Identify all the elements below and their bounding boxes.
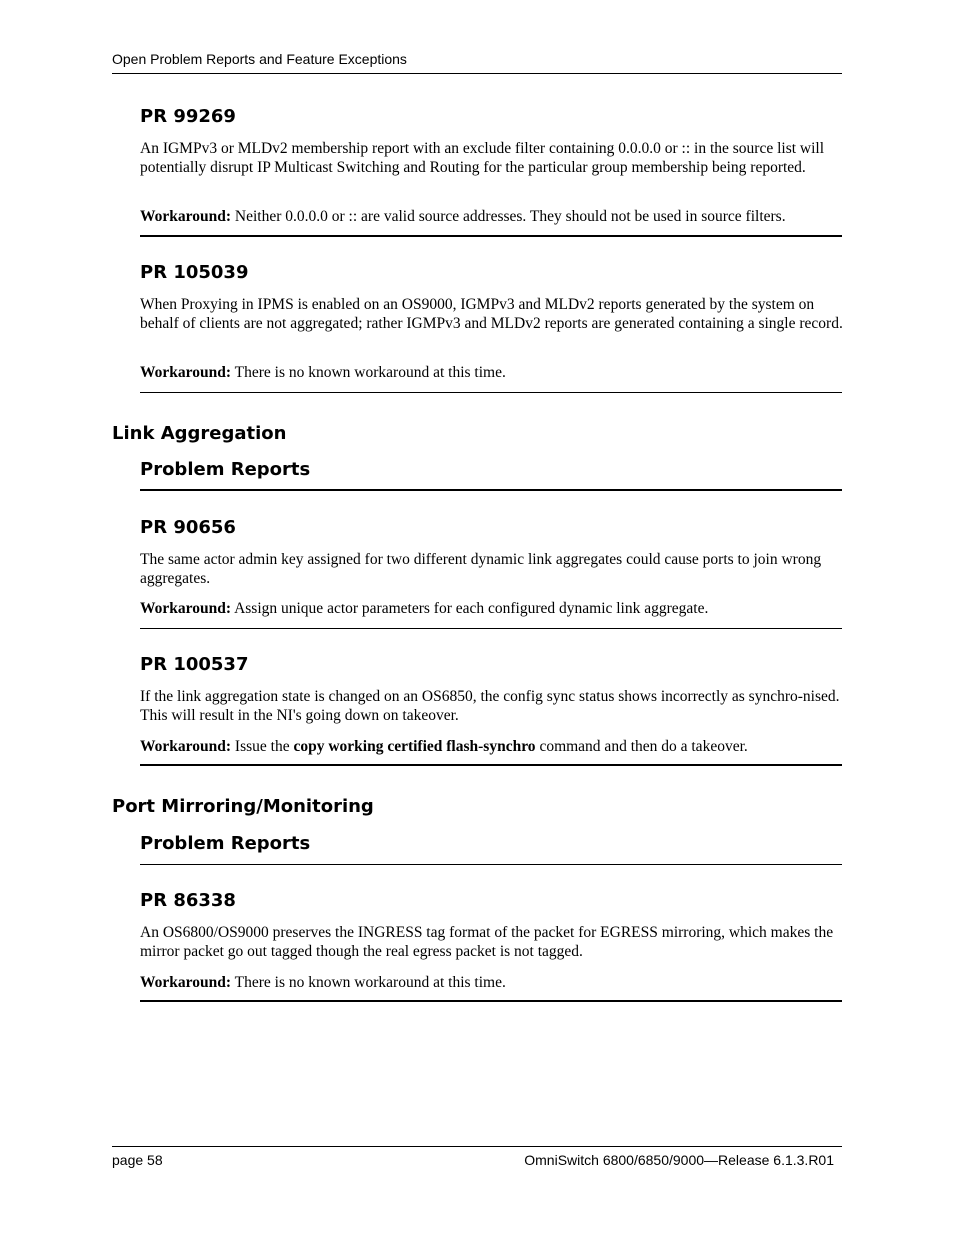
pr-100537-workaround-command: copy working certified flash-synchro: [293, 738, 536, 755]
divider: [140, 628, 842, 629]
divider: [140, 489, 842, 491]
pr-86338-title: PR 86338: [140, 890, 236, 911]
workaround-label: Workaround:: [140, 364, 232, 381]
pr-86338-body: An OS6800/OS9000 preserves the INGRESS tag format of the packet for EGRESS mirroring, which makes the mirror packet go out tagged though the real egress packet is not tagged.: [140, 924, 834, 960]
subsection-title-problem-reports: Problem Reports: [140, 833, 311, 854]
product-release: OmniSwitch 6800/6850/9000—Release 6.1.3.R01: [524, 1152, 834, 1168]
divider: [140, 1000, 842, 1002]
pr-100537-workaround-post: command and then do a takeover.: [539, 738, 748, 755]
pr-86338-workaround: [140, 974, 843, 993]
pr-99269-body: An IGMPv3 or MLDv2 membership report with an exclude filter containing 0.0.0.0 or :: in the source list will potentially disrupt IP Multicast Switching and Routing for the particular group membership being reported.: [140, 140, 825, 176]
section-title-port-mirroring: Port Mirroring/Monitoring: [112, 796, 374, 817]
workaround-label: Workaround:: [140, 600, 232, 617]
pr-99269-workaround: [140, 208, 843, 227]
pr-90656-workaround: [140, 600, 843, 619]
pr-100537-title: PR 100537: [140, 654, 249, 675]
pr-86338-workaround-text: There is no known workaround at this time.: [234, 974, 506, 991]
divider: [140, 764, 842, 766]
pr-100537-body: If the link aggregation state is changed on an OS6850, the config sync status shows incorrectly as synchro-nised. This will result in the NI's going down on takeover.: [140, 688, 840, 724]
header-title: Open Problem Reports and Feature Exceptions: [112, 51, 407, 67]
pr-90656-body: The same actor admin key assigned for two different dynamic link aggregates could cause ports to join wrong aggregates.: [140, 551, 822, 587]
header-rule: [112, 73, 842, 74]
section-title-link-aggregation: Link Aggregation: [112, 423, 287, 444]
workaround-label: Workaround:: [140, 738, 232, 755]
workaround-label: Workaround:: [140, 974, 232, 991]
pr-105039-title: PR 105039: [140, 262, 249, 283]
divider: [140, 235, 842, 237]
divider: [140, 864, 842, 865]
workaround-label: Workaround:: [140, 208, 232, 225]
pr-105039-workaround: [140, 364, 843, 383]
subsection-title-problem-reports: Problem Reports: [140, 459, 311, 480]
pr-99269-title: PR 99269: [140, 106, 236, 127]
divider: [140, 392, 842, 393]
pr-90656-title: PR 90656: [140, 517, 236, 538]
pr-105039-workaround-text: There is no known workaround at this time.: [234, 364, 506, 381]
pr-90656-workaround-text: Assign unique actor parameters for each configured dynamic link aggregate.: [234, 600, 709, 617]
footer-rule: [112, 1146, 842, 1147]
pr-100537-workaround: [140, 738, 843, 757]
pr-105039-body: When Proxying in IPMS is enabled on an OS9000, IGMPv3 and MLDv2 reports generated by the system on behalf of clients are not aggregated; rather IGMPv3 and MLDv2 reports are generated containing a single record.: [140, 296, 843, 332]
page-number: page 58: [112, 1152, 163, 1168]
pr-99269-workaround-text: Neither 0.0.0.0 or :: are valid source addresses. They should not be used in source filters.: [234, 208, 786, 225]
pr-100537-workaround-pre: Issue the: [234, 738, 290, 755]
